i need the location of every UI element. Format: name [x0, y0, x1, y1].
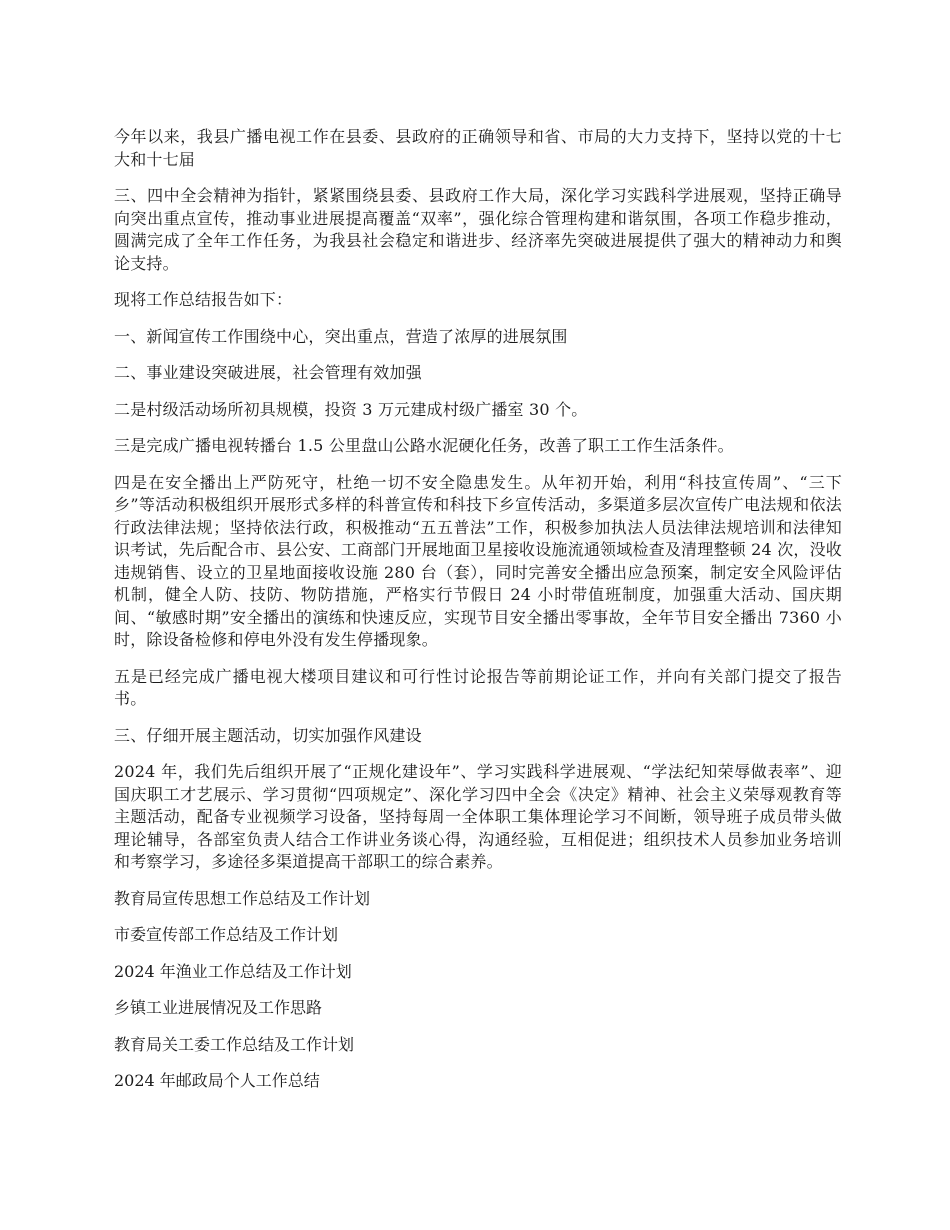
related-title: 乡镇工业进展情况及工作思路 — [114, 998, 323, 1017]
related-title: 2024 年渔业工作总结及工作计划 — [114, 961, 352, 981]
paragraph-intro: 今年以来，我县广播电视工作在县委、县政府的正确领导和省、市局的大力支持下，坚持以党的十七大和十七届 — [114, 127, 842, 169]
related-title: 市委宣传部工作总结及工作计划 — [114, 925, 339, 944]
related-title: 教育局宣传思想工作总结及工作计划 — [114, 888, 371, 908]
related-title: 2024 年邮政局个人工作总结 — [114, 1071, 320, 1090]
related-title: 教育局关工委工作总结及工作计划 — [114, 1034, 355, 1054]
section-heading-construction: 二、事业建设突破进展，社会管理有效加强 — [114, 363, 422, 382]
document-body — [114, 126, 842, 1107]
paragraph-guideline: 三、四中全会精神为指针，紧紧围绕县委、县政府工作大局，深化学习实践科学进展观，坚持正确导向突出重点宣传，推动事业进展提高覆盖“双率”，强化综合管理构建和谐氛围，各项工作稳步推动，圆满完成了全年工作任务，为我县社会稳定和谐进步、经济率先突破进展提供了强大的精神动力和舆论支持。 — [114, 186, 842, 273]
paragraph-2024-activities: 2024 年，我们先后组织开展了“正规化建设年”、学习实践科学进展观、“学法纪知荣辱做表率”、迎国庆职工才艺展示、学习贯彻“四项规定”、深化学习四中全会《决定》精神、社会主义荣辱观教育等主题活动，配备专业视频学习设备，坚持每周一全体职工集体理论学习不间断，领导班子成员带头做理论辅导，各部室负责人结合工作讲业务谈心得，沟通经验，互相促进；组织技术人员参加业务培训和考察学习，多途径多渠道提高干部职工的综合素养。 — [114, 762, 842, 871]
paragraph-village-broadcast: 二是村级活动场所初具规模，投资 3 万元建成村级广播室 30 个。 — [114, 399, 588, 419]
paragraph-safe-broadcast: 四是在安全播出上严防死守，杜绝一切不安全隐患发生。从年初开始，利用“科技宣传周”、“三下乡”等活动积极组织开展形式多样的科普宣传和科技下乡宣传活动，多渠道多层次宣传广电法规和依法行政法律法规；坚持依法行政，积极推动“五五普法”工作，积极参加执法人员法律法规培训和法律知识考试，先后配合市、县公安、工商部门开展地面卫星接收设施流通领域检查及清理整顿 24 次，没收违规销售、设立的卫星地面接收设施 280 台（套），同时完善安全播出应急预案，制定安全风险评估机制，健全人防、技防、物防措施，严格实行节假日 24 小时带值班制度，加强重大活动、国庆期间、“敏感时期”安全播出的演练和快速反应，实现节目安全播出零事故，全年节目安全播出 7360 小时，除设备检修和停电外没有发生停播现象。 — [114, 472, 842, 649]
paragraph-report-lead: 现将工作总结报告如下： — [114, 290, 293, 309]
section-heading-news: 一、新闻宣传工作围绕中心，突出重点，营造了浓厚的进展氛围 — [114, 326, 568, 346]
paragraph-tv-building: 五是已经完成广播电视大楼项目建议和可行性讨论报告等前期论证工作，并向有关部门提交了报告书。 — [114, 666, 842, 708]
paragraph-road-hardening: 三是完成广播电视转播台 1.5 公里盘山公路水泥硬化任务，改善了职工工作生活条件。 — [114, 436, 734, 455]
section-heading-theme-activities: 三、仔细开展主题活动，切实加强作风建设 — [114, 725, 422, 745]
related-titles-list — [114, 888, 842, 1093]
